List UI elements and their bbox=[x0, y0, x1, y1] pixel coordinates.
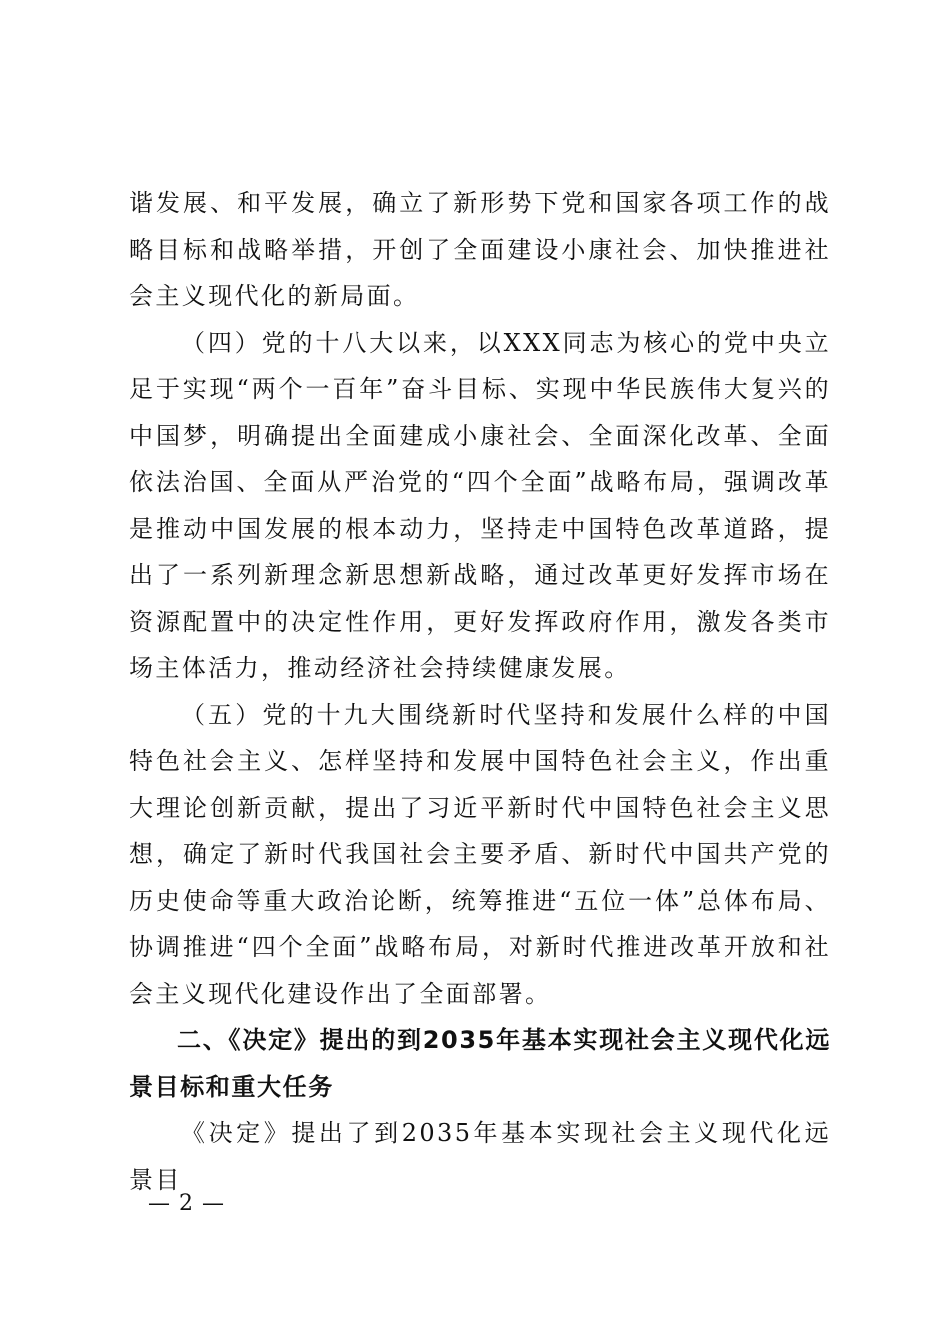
paragraph-section-five: （五）党的十九大围绕新时代坚持和发展什么样的中国特色社会主义、怎样坚持和发展中国特色社会主义，作出重大理论创新贡献，提出了习近平新时代中国特色社会主义思想，确定了新时代我国社会主要矛盾、新时代中国共产党的历史使命等重大政治论断，统筹推进“五位一体”总体布局、协调推进“四个全面”战略布局，对新时代推进改革开放和社会主义现代化建设作出了全面部署。 bbox=[129, 700, 831, 1008]
page-number: — 2 — bbox=[148, 1191, 225, 1216]
paragraph-continuation: 谐发展、和平发展，确立了新形势下党和国家各项工作的战略目标和战略举措，开创了全面建设小康社会、加快推进社会主义现代化的新局面。 bbox=[129, 189, 831, 310]
paragraph-section-four: （四）党的十八大以来，以XXX同志为核心的党中央立足于实现“两个一百年”奋斗目标、实现中华民族伟大复兴的中国梦，明确提出全面建成小康社会、全面深化改革、全面依法治国、全面从严治党的“四个全面”战略布局，强调改革是推动中国发展的根本动力，坚持走中国特色改革道路，提出了一系列新理念新思想新战略，通过改革更好发挥市场在资源配置中的决定性作用，更好发挥政府作用，激发各类市场主体活力，推动经济社会持续健康发展。 bbox=[129, 328, 831, 682]
document-body bbox=[129, 180, 831, 1203]
section-heading: 二、《决定》提出的到2035年基本实现社会主义现代化远景目标和重大任务 bbox=[129, 1026, 831, 1101]
paragraph-closing: 《决定》提出了到2035年基本实现社会主义现代化远景目 bbox=[129, 1119, 831, 1194]
